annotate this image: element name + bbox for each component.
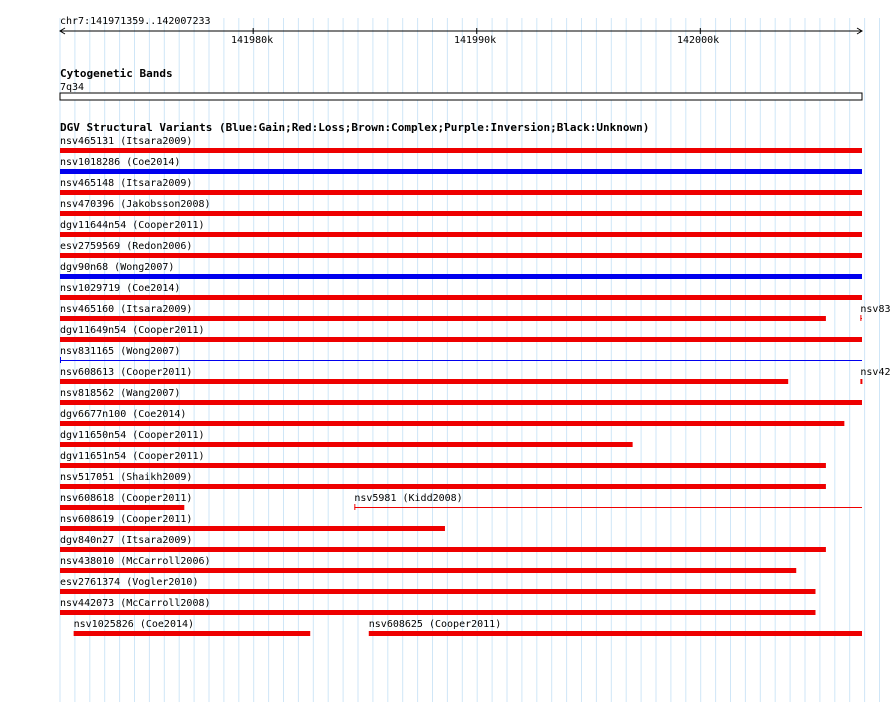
feature-bar <box>60 274 862 279</box>
feature-label[interactable]: nsv608613 (Cooper2011) <box>60 367 193 378</box>
feature-bar <box>60 337 862 342</box>
ruler-tick-label: 142000k <box>677 35 720 46</box>
feature-bar <box>60 589 815 594</box>
feature-label[interactable]: nsv465148 (Itsara2009) <box>60 178 193 189</box>
feature-label[interactable]: dgv11649n54 (Cooper2011) <box>60 325 205 336</box>
feature-bar <box>60 190 862 195</box>
feature-label[interactable]: nsv608625 (Cooper2011) <box>368 619 502 630</box>
dgv-track-title: DGV Structural Variants (Blue:Gain;Red:Loss;Brown:Complex;Purple:Inversion;Black:Unknown) <box>60 121 650 134</box>
cytoband-label: 7q34 <box>60 82 85 93</box>
feature-label[interactable]: esv2759569 (Redon2006) <box>60 241 193 252</box>
feature-label[interactable]: dgv840n27 (Itsara2009) <box>60 535 193 546</box>
feature-bar <box>860 379 862 384</box>
feature-label[interactable]: nsv1029719 (Coe2014) <box>60 283 181 294</box>
feature-bar <box>60 421 844 426</box>
feature-bar <box>60 169 862 174</box>
feature-label[interactable]: nsv818562 (Wang2007) <box>60 388 181 399</box>
feature-bar <box>60 253 862 258</box>
feature-label[interactable]: nsv465160 (Itsara2009) <box>60 304 193 315</box>
feature-label[interactable]: nsv83 <box>860 304 890 315</box>
feature-label[interactable]: dgv11650n54 (Cooper2011) <box>60 430 205 441</box>
feature-bar <box>60 211 862 216</box>
feature-label[interactable]: dgv90n68 (Wong2007) <box>60 262 175 273</box>
feature-label[interactable]: dgv11644n54 (Cooper2011) <box>60 220 205 231</box>
feature-label[interactable]: nsv470396 (Jakobsson2008) <box>60 199 211 210</box>
feature-label[interactable]: nsv1025826 (Coe2014) <box>73 619 195 630</box>
feature-label[interactable]: nsv438010 (McCarroll2006) <box>60 556 211 567</box>
feature-label[interactable]: nsv5981 (Kidd2008) <box>354 493 463 504</box>
feature-bar <box>60 463 826 468</box>
feature-label[interactable]: esv2761374 (Vogler2010) <box>60 577 199 588</box>
feature-label[interactable]: nsv465131 (Itsara2009) <box>60 136 193 147</box>
ruler-tick-label: 141980k <box>231 35 274 46</box>
feature-label[interactable]: nsv608619 (Cooper2011) <box>60 514 193 525</box>
feature-label[interactable]: nsv42 <box>860 367 890 378</box>
feature-bar <box>60 610 815 615</box>
feature-bar <box>60 484 826 489</box>
feature-bar <box>60 295 862 300</box>
feature-label[interactable]: nsv831165 (Wong2007) <box>60 346 181 357</box>
feature-bar <box>60 379 788 384</box>
feature-bar <box>60 148 862 153</box>
feature-bar <box>60 547 826 552</box>
cytoband-bar <box>60 93 862 100</box>
feature-bar <box>60 232 862 237</box>
feature-label[interactable]: nsv1018286 (Coe2014) <box>60 157 181 168</box>
cytoband-track-title: Cytogenetic Bands <box>60 67 173 80</box>
feature-bar <box>60 316 826 321</box>
feature-label[interactable]: dgv11651n54 (Cooper2011) <box>60 451 205 462</box>
feature-label[interactable]: nsv517051 (Shaikh2009) <box>60 472 193 483</box>
feature-bar <box>60 568 796 573</box>
locus-label: chr7:141971359..142007233 <box>60 16 211 27</box>
feature-bar <box>60 400 862 405</box>
feature-bar <box>60 505 184 510</box>
feature-bar <box>60 442 633 447</box>
feature-label[interactable]: dgv6677n100 (Coe2014) <box>60 409 187 420</box>
ruler-tick-label: 141990k <box>454 35 497 46</box>
feature-bar <box>369 631 862 636</box>
feature-bar <box>60 526 445 531</box>
feature-bar <box>74 631 311 636</box>
feature-label[interactable]: nsv442073 (McCarroll2008) <box>60 598 211 609</box>
feature-label[interactable]: nsv608618 (Cooper2011) <box>60 493 193 504</box>
